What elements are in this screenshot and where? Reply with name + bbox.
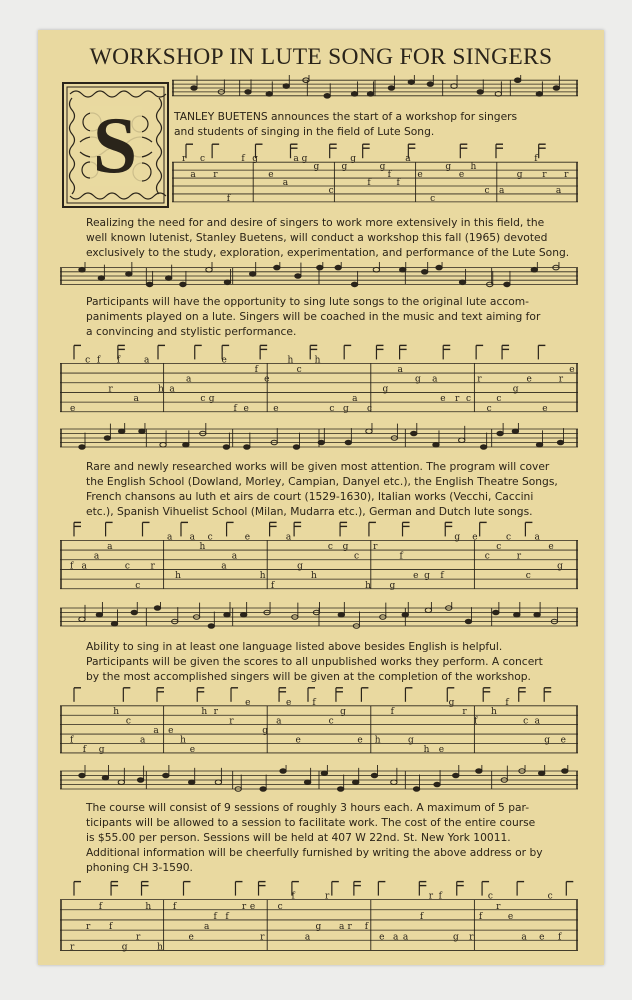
- svg-text:c: c: [466, 394, 472, 405]
- svg-text:f: f: [473, 716, 478, 727]
- svg-text:f: f: [505, 697, 509, 708]
- svg-text:r: r: [564, 170, 569, 181]
- svg-text:a: a: [534, 532, 540, 543]
- svg-text:g: g: [342, 542, 349, 553]
- svg-text:f: f: [226, 193, 231, 204]
- music-staff: [60, 765, 578, 795]
- svg-text:a: a: [282, 178, 289, 189]
- svg-text:a: a: [405, 154, 411, 165]
- svg-text:a: a: [143, 355, 150, 366]
- svg-text:r: r: [241, 901, 247, 912]
- svg-text:h: h: [199, 542, 206, 553]
- svg-text:g: g: [557, 561, 563, 572]
- svg-text:g: g: [445, 162, 452, 173]
- svg-text:e: e: [268, 170, 274, 181]
- svg-text:r: r: [260, 932, 265, 943]
- svg-text:g: g: [343, 403, 349, 414]
- svg-text:e: e: [189, 744, 196, 755]
- svg-text:c: c: [430, 193, 436, 204]
- svg-text:e: e: [264, 374, 270, 385]
- svg-text:g: g: [452, 932, 459, 943]
- svg-text:g: g: [382, 384, 389, 395]
- svg-text:f: f: [70, 735, 74, 746]
- svg-text:f: f: [225, 911, 229, 922]
- svg-text:f: f: [291, 891, 295, 902]
- svg-text:f: f: [364, 922, 369, 933]
- svg-text:c: c: [496, 542, 502, 553]
- svg-text:a: a: [139, 735, 146, 746]
- svg-text:g: g: [340, 707, 346, 718]
- svg-text:r: r: [229, 716, 234, 727]
- svg-text:f: f: [387, 170, 391, 181]
- svg-text:r: r: [428, 891, 434, 902]
- svg-text:f: f: [312, 697, 316, 708]
- intro-line-1: TANLEY BUETENS announces the start of a workshop for singers: [174, 110, 518, 123]
- svg-text:h: h: [157, 384, 164, 395]
- svg-text:g: g: [297, 561, 303, 572]
- svg-text:f: f: [367, 178, 371, 189]
- paragraph-5-line: is $55.00 per person. Sessions will be held at 407 W 22nd. St. New York 10011.: [86, 831, 511, 844]
- svg-text:a: a: [166, 532, 173, 543]
- svg-text:h: h: [314, 355, 321, 366]
- svg-text:e: e: [188, 932, 194, 943]
- svg-text:h: h: [365, 580, 371, 591]
- svg-text:r: r: [70, 942, 75, 953]
- paragraph-4-line: Ability to sing in at least one language listed above besides English is helpful.: [86, 640, 503, 653]
- svg-text:r: r: [542, 170, 547, 181]
- svg-text:f: f: [557, 932, 562, 943]
- svg-text:a: a: [499, 185, 505, 196]
- svg-text:e: e: [507, 911, 514, 922]
- svg-text:c: c: [547, 891, 553, 902]
- svg-text:a: a: [189, 532, 195, 543]
- svg-text:c: c: [277, 901, 283, 912]
- svg-text:r: r: [213, 707, 218, 718]
- paragraph-2-line: a convincing and stylistic performance.: [86, 325, 297, 338]
- svg-text:e: e: [168, 726, 174, 737]
- svg-text:f: f: [440, 571, 444, 582]
- svg-text:r: r: [182, 154, 187, 165]
- svg-text:a: a: [133, 394, 139, 405]
- svg-text:g: g: [448, 697, 455, 708]
- svg-text:g: g: [407, 735, 414, 746]
- svg-text:e: e: [379, 932, 385, 943]
- svg-text:g: g: [208, 394, 215, 405]
- svg-text:g: g: [516, 170, 523, 181]
- svg-text:h: h: [145, 901, 152, 912]
- svg-text:c: c: [496, 394, 502, 405]
- paragraph-4-line: by the most accomplished singers will be given at the completion of the workshop.: [86, 670, 531, 683]
- svg-text:h: h: [113, 707, 120, 718]
- svg-text:c: c: [484, 185, 490, 196]
- svg-text:g: g: [121, 942, 128, 953]
- svg-text:f: f: [396, 178, 400, 189]
- svg-text:a: a: [190, 170, 196, 181]
- svg-text:r: r: [516, 551, 522, 562]
- svg-text:c: c: [505, 532, 512, 543]
- paragraph-3-line: French chansons au luth et airs de court (1529-1630), Italian works (Vecchi, Caccini: [86, 490, 534, 503]
- svg-text:e: e: [458, 170, 465, 181]
- svg-text:g: g: [424, 571, 430, 582]
- paragraph-4-line: Participants will be given the scores to all unpublished works they perform. A concert: [86, 655, 543, 668]
- svg-text:r: r: [558, 374, 564, 385]
- svg-text:c: c: [367, 403, 373, 414]
- svg-text:a: a: [221, 561, 227, 572]
- svg-text:e: e: [560, 735, 566, 746]
- svg-text:a: a: [352, 394, 358, 405]
- flyer-sheet: [38, 30, 604, 965]
- svg-text:f: f: [108, 922, 113, 933]
- svg-text:f: f: [82, 744, 87, 755]
- svg-text:e: e: [286, 697, 292, 708]
- svg-text:f: f: [96, 355, 101, 366]
- svg-text:e: e: [417, 170, 423, 181]
- svg-text:r: r: [136, 932, 141, 943]
- paragraph-3-line: the English School (Dowland, Morley, Campian, Danyel etc.), the English Theatre Songs,: [86, 475, 558, 488]
- svg-text:e: e: [357, 735, 363, 746]
- svg-text:c: c: [329, 403, 335, 414]
- music-staff: [60, 262, 578, 290]
- dropcap-letter: S: [92, 102, 138, 190]
- ornamental-initial: [62, 82, 169, 208]
- svg-text:g: g: [252, 154, 258, 165]
- svg-text:a: a: [338, 922, 345, 933]
- svg-text:c: c: [486, 403, 492, 414]
- svg-text:a: a: [231, 551, 238, 562]
- svg-text:e: e: [243, 403, 249, 414]
- svg-text:e: e: [539, 932, 545, 943]
- svg-text:g: g: [512, 384, 519, 395]
- svg-text:r: r: [347, 922, 352, 933]
- svg-text:e: e: [438, 744, 445, 755]
- svg-text:c: c: [296, 365, 302, 376]
- svg-text:c: c: [523, 716, 529, 727]
- svg-text:h: h: [157, 942, 163, 953]
- paragraph-3-line: etc.), Spanish Vihuelist School (Milan, Mudarra etc.), German and Dutch lute songs.: [86, 505, 533, 518]
- svg-text:c: c: [328, 716, 334, 727]
- svg-text:g: g: [454, 532, 461, 543]
- svg-text:f: f: [233, 403, 237, 414]
- svg-text:h: h: [490, 707, 497, 718]
- svg-text:e: e: [526, 374, 532, 385]
- svg-text:r: r: [469, 932, 474, 943]
- svg-text:f: f: [70, 561, 74, 572]
- svg-text:f: f: [98, 901, 103, 912]
- paragraph-1-line: exclusively to the study, exploration, experimentation, and performance of the Lute Song.: [86, 246, 570, 259]
- paragraph-5-line: The course will consist of 9 sessions of roughly 3 hours each. A maximum of 5 par-: [86, 801, 530, 814]
- svg-text:r: r: [86, 922, 91, 933]
- svg-text:f: f: [116, 355, 121, 366]
- svg-text:e: e: [273, 403, 279, 414]
- svg-text:f: f: [172, 901, 177, 912]
- svg-text:a: a: [432, 374, 438, 385]
- svg-text:h: h: [310, 571, 317, 582]
- svg-text:a: a: [81, 561, 87, 572]
- lute-tablature: [60, 683, 578, 759]
- svg-text:a: a: [402, 932, 409, 943]
- svg-text:h: h: [287, 355, 294, 366]
- svg-text:c: c: [328, 185, 334, 196]
- svg-text:e: e: [245, 697, 251, 708]
- svg-text:g: g: [98, 744, 105, 755]
- svg-text:r: r: [373, 542, 378, 553]
- svg-text:c: c: [85, 355, 91, 366]
- svg-text:h: h: [180, 735, 186, 746]
- svg-text:a: a: [186, 374, 192, 385]
- svg-text:a: a: [276, 716, 282, 727]
- svg-text:a: a: [555, 185, 562, 196]
- svg-text:e: e: [413, 571, 419, 582]
- svg-text:r: r: [496, 901, 501, 912]
- paragraph-1-line: Realizing the need for and desire of singers to work more extensively in this field, the: [86, 216, 545, 229]
- lute-tablature: [60, 875, 578, 957]
- svg-text:a: a: [304, 932, 311, 943]
- svg-text:e: e: [472, 532, 478, 543]
- paragraph-5-line: ticipants will be allowed to a session to facilitate work. The cost of the entire course: [86, 816, 536, 829]
- svg-text:e: e: [221, 355, 227, 366]
- svg-text:g: g: [313, 162, 320, 173]
- paragraph-2-line: Participants will have the opportunity to sing lute songs to the original lute accom-: [86, 295, 530, 308]
- lute-tablature: [172, 143, 578, 207]
- svg-text:g: g: [315, 922, 322, 933]
- music-staff: [60, 423, 578, 453]
- svg-text:r: r: [477, 374, 482, 385]
- svg-text:f: f: [254, 365, 259, 376]
- svg-text:c: c: [124, 561, 130, 572]
- svg-text:h: h: [201, 707, 208, 718]
- svg-text:h: h: [259, 571, 266, 582]
- svg-text:c: c: [200, 394, 206, 405]
- svg-text:f: f: [390, 707, 394, 718]
- music-staff: [172, 75, 578, 101]
- paragraph-5-line: Additional information will be cheerfully furnished by writing the above address or by: [86, 846, 543, 859]
- svg-text:e: e: [295, 735, 301, 746]
- page-title: WORKSHOP IN LUTE SONG FOR SINGERS: [89, 44, 553, 70]
- svg-text:h: h: [470, 162, 477, 173]
- paragraph-5-line: phoning CH 3-1590.: [86, 861, 193, 874]
- svg-text:g: g: [414, 374, 421, 385]
- svg-text:f: f: [213, 911, 217, 922]
- svg-text:r: r: [462, 707, 467, 718]
- svg-text:r: r: [150, 561, 155, 572]
- svg-text:g: g: [350, 154, 357, 165]
- svg-text:g: g: [301, 154, 308, 165]
- svg-text:g: g: [341, 162, 348, 173]
- svg-text:e: e: [249, 901, 256, 912]
- svg-text:c: c: [487, 891, 493, 902]
- paragraph-1-line: well known lutenist, Stanley Buetens, will conduct a workshop this fall (1965) devoted: [86, 231, 548, 244]
- svg-text:f: f: [270, 580, 275, 591]
- svg-text:r: r: [108, 384, 113, 395]
- svg-text:a: a: [285, 532, 292, 543]
- svg-text:e: e: [244, 532, 251, 543]
- svg-text:c: c: [135, 580, 141, 591]
- lute-tablature: [60, 340, 578, 418]
- svg-text:f: f: [419, 911, 424, 922]
- svg-text:g: g: [262, 726, 269, 737]
- svg-text:a: a: [397, 365, 403, 376]
- svg-text:e: e: [548, 542, 554, 553]
- intro-line-2: and students of singing in the field of Lute Song.: [174, 125, 435, 138]
- paragraph-3-line: Rare and newly researched works will be given most attention. The program will cover: [86, 460, 550, 473]
- svg-text:e: e: [542, 403, 548, 414]
- svg-text:h: h: [423, 744, 430, 755]
- svg-text:a: a: [521, 932, 527, 943]
- svg-text:c: c: [125, 716, 131, 727]
- svg-text:a: a: [169, 384, 175, 395]
- lute-tablature: [60, 517, 578, 595]
- svg-text:g: g: [389, 580, 396, 591]
- svg-text:g: g: [544, 735, 551, 746]
- svg-text:h: h: [175, 571, 181, 582]
- svg-text:r: r: [324, 891, 330, 902]
- svg-text:h: h: [374, 735, 381, 746]
- svg-text:f: f: [478, 911, 483, 922]
- paragraph-2-line: paniments played on a lute. Singers will be coached in the music and text aiming for: [86, 310, 541, 323]
- svg-text:a: a: [204, 922, 210, 933]
- svg-text:e: e: [440, 394, 446, 405]
- svg-text:a: a: [153, 726, 159, 737]
- svg-text:e: e: [70, 403, 76, 414]
- music-staff: [60, 602, 578, 632]
- svg-text:f: f: [241, 154, 245, 165]
- svg-text:c: c: [525, 571, 531, 582]
- svg-text:f: f: [438, 891, 442, 902]
- svg-text:a: a: [293, 154, 299, 165]
- svg-text:c: c: [354, 551, 360, 562]
- svg-text:c: c: [199, 154, 205, 165]
- svg-text:a: a: [392, 932, 399, 943]
- svg-text:a: a: [107, 542, 113, 553]
- svg-text:f: f: [399, 551, 403, 562]
- svg-text:a: a: [93, 551, 100, 562]
- svg-text:f: f: [534, 154, 538, 165]
- svg-text:g: g: [379, 162, 386, 173]
- svg-text:a: a: [534, 716, 540, 727]
- svg-text:c: c: [327, 542, 333, 553]
- svg-text:e: e: [569, 365, 575, 376]
- svg-text:r: r: [455, 394, 460, 405]
- svg-text:r: r: [213, 170, 218, 181]
- svg-text:c: c: [207, 532, 213, 543]
- svg-text:c: c: [484, 551, 490, 562]
